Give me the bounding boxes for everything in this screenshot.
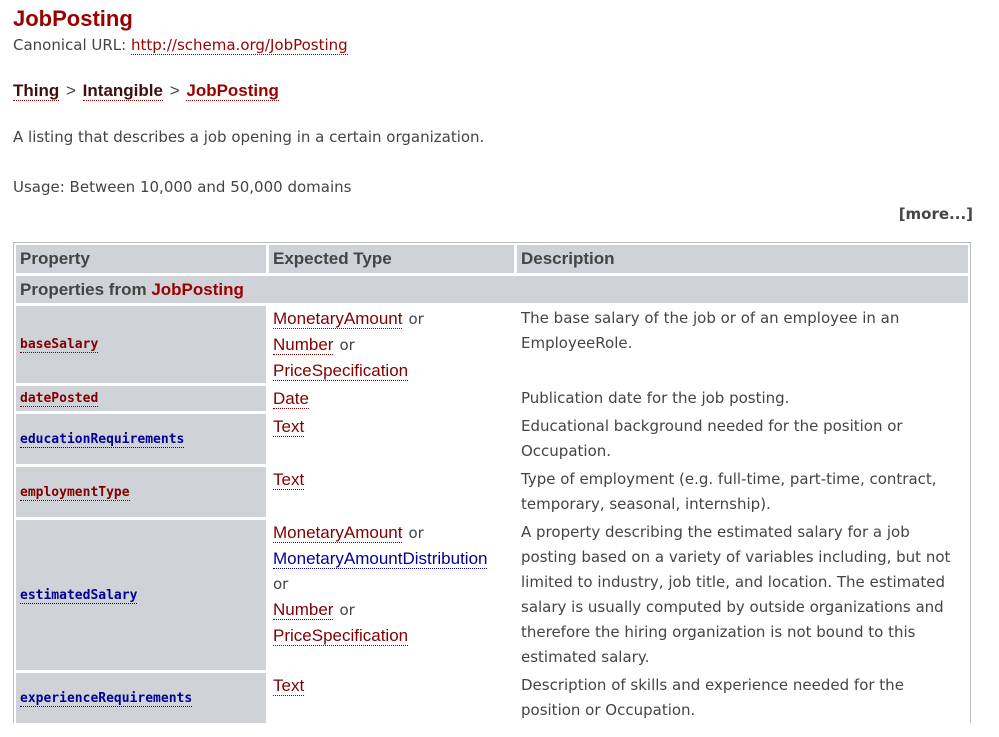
description-cell: A property describing the estimated salary for a job posting based on a variety of variables including, but not limited to industry, job title, and location. The estimated salary is usually computed by outside organizations and therefore the hiring organization is not bound to this estimated salary.: [521, 523, 951, 666]
description-cell: Educational background needed for the position or Occupation.: [521, 417, 903, 460]
breadcrumb-separator: >: [66, 81, 76, 100]
type-link-MonetaryAmountDistribution[interactable]: MonetaryAmountDistribution: [273, 549, 488, 568]
description-cell: Publication date for the job posting.: [521, 389, 790, 407]
type-link-PriceSpecification[interactable]: PriceSpecification: [273, 626, 409, 645]
description-cell: The base salary of the job or of an employee in an EmployeeRole.: [521, 309, 900, 352]
page: [0, 0, 999, 198]
property-link-educationRequirements[interactable]: educationRequirements: [20, 431, 185, 447]
property-cell: [16, 520, 266, 670]
or-separator: or: [339, 601, 355, 619]
table-row: [16, 467, 968, 517]
table-row: [16, 520, 968, 670]
canonical-label: Canonical URL:: [13, 36, 127, 54]
property-link-employmentType[interactable]: employmentType: [20, 484, 130, 500]
property-cell: [16, 386, 266, 411]
type-link-MonetaryAmount[interactable]: MonetaryAmount: [273, 309, 403, 328]
property-link-experienceRequirements[interactable]: experienceRequirements: [20, 690, 193, 706]
section-prefix: Properties from: [20, 280, 147, 299]
type-link-MonetaryAmount[interactable]: MonetaryAmount: [273, 523, 403, 542]
table-body: [16, 276, 968, 723]
expected-type-cell: [269, 414, 514, 464]
properties-table-wrapper: [13, 242, 971, 723]
breadcrumb-intangible[interactable]: Intangible: [82, 81, 163, 100]
type-link-PriceSpecification[interactable]: PriceSpecification: [273, 361, 409, 380]
property-link-datePosted[interactable]: datePosted: [20, 391, 99, 406]
table-row: [16, 386, 968, 411]
table-row: [16, 673, 968, 723]
type-link-Date[interactable]: Date: [273, 389, 309, 408]
description-cell: Type of employment (e.g. full-time, part-time, contract, temporary, seasonal, internship).: [521, 470, 937, 513]
breadcrumb-jobposting[interactable]: JobPosting: [186, 81, 279, 100]
expected-type-cell: [269, 673, 514, 723]
usage-text: Usage: Between 10,000 and 50,000 domains: [13, 178, 352, 196]
header-property: Property: [16, 245, 266, 273]
property-cell: [16, 414, 266, 464]
property-cell: [16, 673, 266, 723]
table-header-row: [16, 245, 968, 273]
property-link-baseSalary[interactable]: baseSalary: [20, 337, 99, 352]
header-description: Description: [517, 245, 968, 273]
expected-type-cell: [269, 306, 514, 383]
or-separator: or: [408, 310, 424, 328]
expected-type-cell: [269, 467, 514, 517]
breadcrumb-separator: >: [169, 81, 180, 100]
property-link-estimatedSalary[interactable]: estimatedSalary: [20, 587, 138, 603]
or-separator: or: [408, 524, 424, 542]
type-link-Text[interactable]: Text: [273, 676, 305, 695]
type-link-Text[interactable]: Text: [273, 417, 305, 436]
page-title: JobPosting: [13, 6, 133, 31]
type-link-Number[interactable]: Number: [273, 335, 334, 354]
expected-type-cell: [269, 520, 514, 670]
breadcrumb: [13, 78, 986, 104]
type-link-Text[interactable]: Text: [273, 470, 305, 489]
table-row: [16, 414, 968, 464]
description-cell: Description of skills and experience needed for the position or Occupation.: [521, 676, 904, 719]
breadcrumb-thing[interactable]: Thing: [13, 81, 60, 100]
more-link-container: [899, 203, 973, 225]
header-expected-type: Expected Type: [269, 245, 514, 273]
section-type-link[interactable]: JobPosting: [151, 280, 244, 299]
type-description: A listing that describes a job opening in a certain organization.: [13, 128, 485, 146]
type-link-Number[interactable]: Number: [273, 600, 334, 619]
table-row: [16, 306, 968, 383]
property-cell: [16, 306, 266, 383]
canonical-link[interactable]: http://schema.org/JobPosting: [131, 36, 348, 54]
section-row: [16, 276, 968, 303]
expected-type-cell: [269, 386, 514, 411]
more-link[interactable]: [more...]: [898, 205, 973, 223]
or-separator: or: [339, 336, 355, 354]
properties-table: [13, 242, 971, 726]
or-separator: or: [273, 575, 289, 593]
canonical-url: [13, 32, 986, 58]
section-heading: [16, 276, 968, 303]
property-cell: [16, 467, 266, 517]
